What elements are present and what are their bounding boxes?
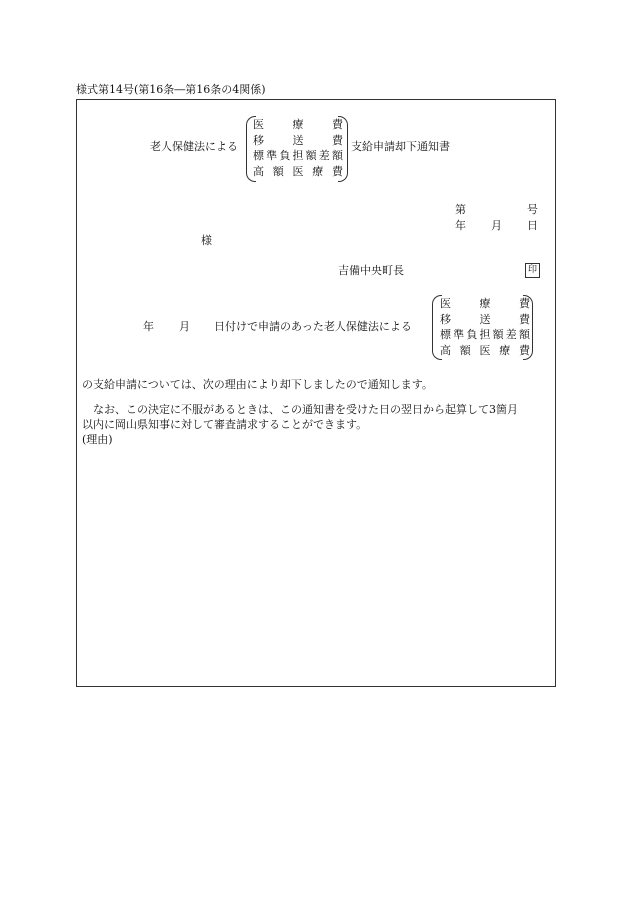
body-expense-line-3-char-1: 額 [459,343,471,357]
body-expense-line-2-char-5: 差 [505,328,517,341]
body-expense-line-3-char-4: 費 [519,343,530,357]
title-prefix: 老人保健法による [150,140,238,153]
body-year-label: 年 [143,320,154,333]
issuer-name: 吉備中央町長 [338,264,404,277]
title-expense-line-3-char-1: 額 [272,164,284,178]
body-expense-line-2-char-1: 準 [453,328,465,341]
title-expense-line-2-char-2: 負 [279,149,291,162]
body-expense-line-0 [440,296,530,312]
date-day-label: 日 [527,219,538,232]
date-month-label: 月 [491,219,502,232]
title-expense-line-2 [253,148,343,164]
body-expense-line-2-char-6: 額 [518,328,530,341]
body-expense-line-2 [440,327,530,343]
reason-label: (理由) [82,433,113,446]
title-expense-line-2-char-0: 標 [253,149,264,162]
title-expense-line-3 [253,164,343,180]
number-prefix: 第 [455,203,466,216]
title-expense-line-2-char-6: 額 [331,149,343,162]
title-expense-line-1-char-1: 送 [292,133,304,147]
body-text-1: の支給申請については、次の理由により却下しましたので通知します。 [82,378,433,391]
body-expense-line-2-char-3: 担 [479,328,491,341]
title-expense-line-3-char-2: 医 [292,164,304,178]
body-expense-line-2-char-2: 負 [466,328,478,341]
title-suffix: 支給申請却下通知書 [351,140,450,153]
body-month-label: 月 [179,320,190,333]
title-expense-line-3-char-3: 療 [312,164,324,178]
title-expense-line-3-char-0: 高 [253,164,264,178]
title-expense-line-3-char-4: 費 [332,164,343,178]
body-expense-line-3-char-3: 療 [499,343,511,357]
form-label: 様式第14号(第16条―第16条の4関係) [76,83,266,96]
body-expense-line-1-char-0: 移 [440,312,451,326]
body-text-2a: なお、この決定に不服があるときは、この通知書を受けた日の翌日から起算して3箇月 [93,403,518,416]
title-expense-list [253,117,343,179]
body-line-text: 日付けで申請のあった老人保健法による [214,320,412,333]
body-expense-line-1-char-2: 費 [519,312,530,326]
title-expense-line-0-char-0: 医 [253,118,264,131]
body-expense-line-1 [440,312,530,328]
date-year-label: 年 [455,219,466,232]
body-expense-line-3-char-0: 高 [440,343,451,357]
recipient-suffix: 様 [201,234,212,247]
body-expense-line-2-char-0: 標 [440,328,451,341]
title-expense-line-0-char-2: 費 [332,118,343,131]
title-expense-line-1 [253,133,343,149]
body-expense-line-0-char-1: 療 [479,297,491,310]
title-expense-line-1-char-0: 移 [253,133,264,147]
title-expense-line-2-char-5: 差 [318,149,330,162]
title-expense-line-1-char-2: 費 [332,133,343,147]
body-text-2b: 以内に岡山県知事に対して審査請求することができます。 [82,418,368,431]
body-expense-line-0-char-2: 費 [519,297,530,310]
body-expense-line-0-char-0: 医 [440,297,451,310]
body-expense-line-3 [440,343,530,359]
seal-mark: 印 [525,263,540,278]
title-expense-line-2-char-3: 担 [292,149,304,162]
body-expense-line-1-char-1: 送 [479,312,491,326]
body-expense-line-3-char-2: 医 [479,343,491,357]
title-expense-line-2-char-4: 額 [305,149,317,162]
title-expense-line-2-char-1: 準 [266,149,278,162]
number-suffix: 号 [527,203,538,216]
title-expense-line-0 [253,117,343,133]
body-expense-list [440,296,530,358]
title-expense-line-0-char-1: 療 [292,118,304,131]
body-expense-line-2-char-4: 額 [492,328,504,341]
form-frame [76,99,556,687]
